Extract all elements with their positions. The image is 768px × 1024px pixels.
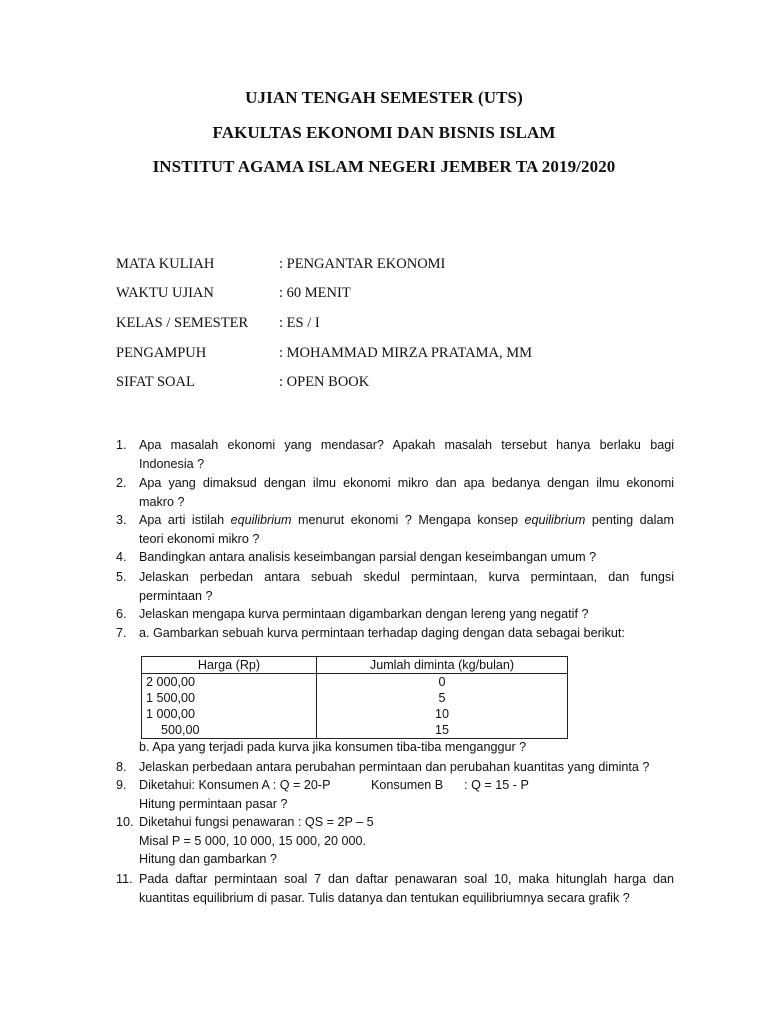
question-text: Jelaskan perbedaan antara perubahan permintaan dan perubahan kuantitas yang diminta ?: [139, 760, 650, 774]
italic-term: equilibrium: [524, 513, 586, 527]
question-number: 8.: [116, 760, 127, 774]
faculty-title: FAKULTAS EKONOMI DAN BISNIS ISLAM: [212, 123, 556, 142]
question-text: Hitung dan gambarkan ?: [139, 852, 277, 866]
question-text: Misal P = 5 000, 10 000, 15 000, 20 000.: [139, 833, 366, 848]
question-text: kuantitas equilibrium di pasar. Tulis datanya dan tentukan equilibriumnya secara grafik ?: [139, 890, 630, 905]
italic-term: equilibrium: [230, 513, 292, 527]
table-header-row: [142, 657, 568, 674]
question-text: permintaan ?: [139, 588, 213, 603]
question-text: [139, 511, 674, 530]
question-number: 9.: [116, 778, 127, 792]
question-number: 5.: [116, 570, 127, 584]
question-text: Apa masalah ekonomi yang mendasar? Apakah masalah tersebut hanya berlaku bagi: [139, 438, 674, 452]
question-text: Bandingkan antara analisis keseimbangan parsial dengan keseimbangan umum ?: [139, 550, 597, 564]
question-text: a. Gambarkan sebuah kurva permintaan terhadap daging dengan data sebagai berikut:: [139, 626, 625, 640]
text-run: Apa arti istilah: [139, 513, 231, 527]
table-row: [142, 674, 568, 691]
text-run: Konsumen B : Q = 15 - P: [371, 778, 529, 792]
meta-label: KELAS / SEMESTER: [116, 315, 249, 331]
question-number: 4.: [116, 550, 127, 564]
question-number: 7.: [116, 626, 127, 640]
text-run: penting dalam: [585, 513, 674, 527]
meta-value: : OPEN BOOK: [279, 374, 370, 390]
question-text: Diketahui fungsi penawaran : QS = 2P – 5: [139, 815, 374, 829]
question-text: makro ?: [139, 494, 185, 509]
meta-label: PENGAMPUH: [116, 345, 207, 361]
question-number: 2.: [116, 476, 127, 490]
column-header: Jumlah diminta (kg/bulan): [317, 657, 568, 674]
question-text: Indonesia ?: [139, 456, 205, 471]
question-text: b. Apa yang terjadi pada kurva jika konsumen tiba-tiba menganggur ?: [139, 740, 527, 754]
meta-value: : MOHAMMAD MIRZA PRATAMA, MM: [279, 345, 533, 361]
table-row: [142, 690, 568, 706]
question-number: 6.: [116, 607, 127, 621]
meta-value: : 60 MENIT: [279, 285, 351, 301]
meta-label: WAKTU UJIAN: [116, 285, 214, 301]
price-cell: 2 000,00: [142, 674, 317, 691]
demand-table: [141, 656, 568, 739]
exam-title: UJIAN TENGAH SEMESTER (UTS): [245, 88, 523, 107]
quantity-cell: 0: [317, 674, 568, 691]
price-cell: 1 000,00: [142, 706, 317, 722]
question-text: teori ekonomi mikro ?: [139, 531, 260, 546]
column-header: Harga (Rp): [142, 657, 317, 674]
table-row: [142, 706, 568, 722]
text-run: Diketahui: Konsumen A : Q = 20-P: [139, 778, 331, 792]
quantity-cell: 5: [317, 690, 568, 706]
meta-value: : PENGANTAR EKONOMI: [279, 256, 446, 272]
institute-title: INSTITUT AGAMA ISLAM NEGERI JEMBER TA 2019/2020: [152, 157, 616, 176]
question-text: Jelaskan perbedan antara sebuah skedul permintaan, kurva permintaan, dan fungsi: [139, 570, 674, 584]
question-number: 10.: [116, 815, 134, 829]
question-text: Hitung permintaan pasar ?: [139, 796, 288, 811]
question-text: Pada daftar permintaan soal 7 dan daftar penawaran soal 10, maka hitunglah harga dan: [139, 872, 674, 886]
quantity-cell: 10: [317, 706, 568, 722]
question-number: 1.: [116, 438, 127, 452]
meta-label: SIFAT SOAL: [116, 374, 195, 390]
table-row: [142, 722, 568, 739]
text-run: menurut ekonomi ? Mengapa konsep: [291, 513, 525, 527]
question-text: Apa yang dimaksud dengan ilmu ekonomi mikro dan apa bedanya dengan ilmu ekonomi: [139, 476, 674, 490]
question-number: 3.: [116, 513, 127, 527]
price-cell: 500,00: [142, 722, 317, 739]
question-text: Jelaskan mengapa kurva permintaan digambarkan dengan lereng yang negatif ?: [139, 607, 589, 621]
question-text: [139, 776, 674, 795]
quantity-cell: 15: [317, 722, 568, 739]
question-number: 11.: [116, 872, 133, 886]
meta-value: : ES / I: [279, 315, 320, 331]
price-cell: 1 500,00: [142, 690, 317, 706]
meta-label: MATA KULIAH: [116, 256, 215, 272]
